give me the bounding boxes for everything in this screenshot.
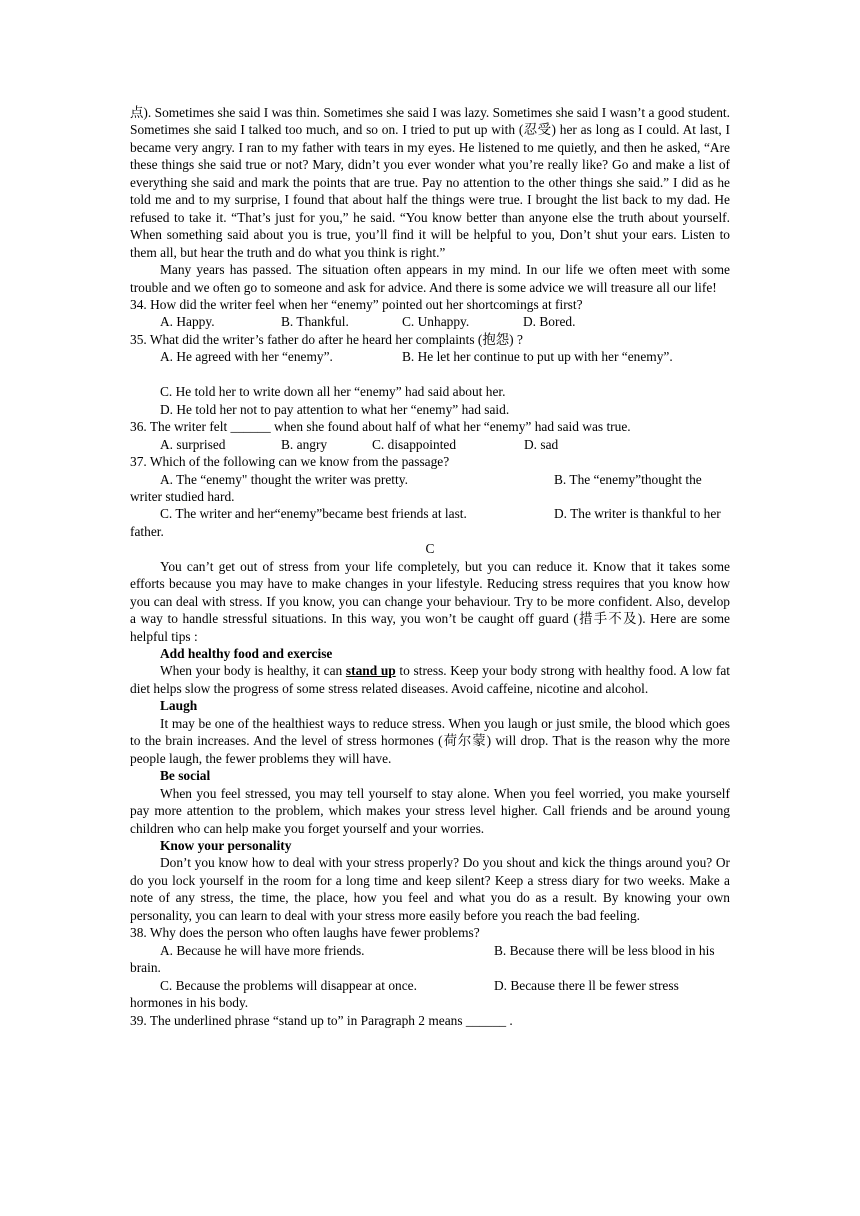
question-38-options-row-1	[130, 942, 730, 977]
question-38-option-c: C. Because the problems will disappear at once.	[160, 977, 417, 993]
question-37-options-row-1	[130, 471, 730, 506]
question-36-option-c: C. disappointed	[372, 436, 457, 452]
question-38-stem: 38. Why does the person who often laughs have fewer problems?	[130, 925, 480, 941]
question-37-option-d: D. The writer is thankful to her father.	[130, 506, 721, 539]
question-37-stem: 37. Which of the following can we know from the passage?	[130, 454, 450, 470]
tip-4-text: Don’t you know how to deal with your stress properly? Do you shout and kick the things around you? Or do you lock yourself in the room for a long time and keep silent? Keep a stress diary for two weeks. Make a note of any stress, the time, the place, how you feel and what you do as a result. By knowing your own personality, you can learn to deal with your stress more easily before you reach the bad feeling.	[130, 855, 730, 923]
passage-b-paragraph-2: Many years has passed. The situation often appears in my mind. In our life we often meet with some trouble and we often go to someone and ask for advice. And there is some advice we will treasure all our life!	[130, 262, 730, 295]
tip-1-underlined-phrase: stand up	[345, 663, 396, 679]
passage-c-intro: You can’t get out of stress from your life completely, but you can reduce it. Know that it takes some efforts because you may have to make changes in your lifestyle. Reducing stress requires that you know how you can deal with stress. If you know, you can change your behaviour. Try to be more confident. Also, develop a way to handle stressful situations. In this way, you won’t be caught off guard (措手不及). Here are some helpful tips :	[130, 558, 730, 644]
question-37-option-a: A. The “enemy" thought the writer was pretty.	[160, 471, 408, 487]
tip-1-text-before: When your body is healthy, it can	[160, 663, 346, 679]
question-34-stem: 34. How did the writer feel when her “enemy” pointed out her shortcomings at first?	[130, 296, 583, 312]
question-36-options	[130, 436, 730, 453]
question-35-stem: 35. What did the writer’s father do after he heard her complaints (抱怨) ?	[130, 331, 523, 347]
passage-b-paragraph-1: 点). Sometimes she said I was thin. Sometimes she said I was lazy. Sometimes she said I wasn’t a good student. Sometimes she said I talked too much, and so on. I tried to put up with (忍受) her as long as I could. At last, I became very angry. I ran to my father with tears in my eyes. He listened to me quietly, and then he asked, “Are these things she said true or not? Mary, didn’t you ever wonder what you’re really like? Go and make a list of everything she said and mark the points that are true. Pay no attention to the other things she said.” I did as he told me and to my surprise, I found that about half the things were true. I brought the list back to my dad. He refused to take it. “That’s just for you,” he said. “You know better than anyone else the truth about yourself. When something said about you is true, you’ll find it will be helpful to you, Don’t shut your ears. Listen to them all, but hear the truth and do what you think is right.”	[130, 105, 730, 260]
tip-4-heading: Know your personality	[160, 838, 292, 854]
tip-2-heading: Laugh	[160, 698, 198, 714]
passage-c-label: C	[425, 541, 435, 557]
question-38-options-row-2	[130, 977, 730, 1012]
question-37-option-c: C. The writer and her“enemy”became best friends at last.	[160, 506, 467, 522]
tip-1-text-after: to stress. Keep your body strong with healthy food. A low fat diet helps slow the progress of some stress related diseases. Avoid caffeine, nicotine and alcohol.	[130, 663, 730, 696]
question-34-option-d: D. Bored.	[523, 314, 576, 330]
question-38-option-a: A. Because he will have more friends.	[160, 942, 365, 958]
tip-1-text	[130, 662, 730, 697]
question-35-options-row-1	[130, 348, 730, 365]
question-34-options	[130, 313, 730, 330]
question-36-option-d: D. sad	[524, 436, 559, 452]
question-36-stem: 36. The writer felt ______ when she found about half of what her “enemy” had said was true.	[130, 419, 631, 435]
question-38-option-d: D. Because there ll be fewer stress hormones in his body.	[130, 977, 679, 1011]
question-35-option-d: D. He told her not to pay attention to what her “enemy” had said.	[160, 401, 510, 417]
question-36-option-a: A. surprised	[160, 436, 226, 452]
question-34-option-c: C. Unhappy.	[402, 314, 470, 330]
question-35-option-a: A. He agreed with her “enemy”.	[160, 349, 333, 365]
question-38-option-b: B. Because there will be less blood in his brain.	[130, 942, 715, 976]
question-37-options-row-2	[130, 505, 730, 540]
question-35-option-b: B. He let her continue to put up with her “enemy”.	[402, 349, 673, 365]
exam-page	[130, 104, 730, 1029]
question-39-stem: 39. The underlined phrase “stand up to” in Paragraph 2 means ______ .	[130, 1012, 513, 1028]
question-37-option-b: B. The “enemy”thought the writer studied hard.	[130, 471, 702, 504]
blank-line	[130, 366, 730, 383]
tip-1-heading: Add healthy food and exercise	[160, 646, 333, 662]
question-36-option-b: B. angry	[281, 436, 328, 452]
tip-2-text: It may be one of the healthiest ways to reduce stress. When you laugh or just smile, the blood which goes to the brain increases. And the level of stress hormones (荷尔蒙) will drop. That is the reason why the more people laugh, the fewer problems they will have.	[130, 715, 730, 766]
question-35-option-c: C. He told her to write down all her “enemy” had said about her.	[160, 384, 506, 400]
question-34-option-b: B. Thankful.	[281, 314, 349, 330]
question-34-option-a: A. Happy.	[160, 314, 215, 330]
tip-3-heading: Be social	[160, 768, 211, 784]
tip-3-text: When you feel stressed, you may tell yourself to stay alone. When you feel worried, you make yourself pay more attention to the problem, which makes your stress level higher. Call friends and be around young children who can help make you forget yourself and your worries.	[130, 785, 730, 836]
